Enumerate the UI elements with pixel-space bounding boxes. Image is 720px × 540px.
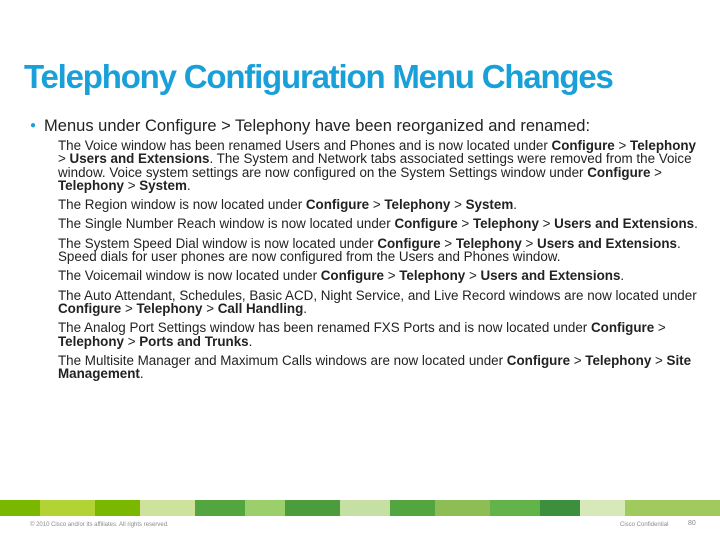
menu-path-segment: Telephony	[630, 138, 696, 153]
menu-path-segment: Configure	[394, 216, 458, 232]
menu-path-segment: Telephony	[136, 300, 203, 316]
change-text-segment: . Speed dials for user phones are now configured from the Users and Phones window.	[58, 235, 681, 265]
band-segment	[340, 500, 390, 516]
menu-path-segment: Users and Extensions	[480, 268, 621, 284]
change-text-segment: The Multisite Manager and Maximum Calls windows are now located under	[58, 352, 507, 368]
change-item	[58, 237, 698, 264]
change-item	[58, 139, 698, 192]
slide-title: Telephony Configuration Menu Changes	[24, 58, 613, 95]
menu-path-segment: Users and Extensions	[554, 216, 695, 232]
change-text-segment: .	[248, 333, 253, 349]
lead-bullet	[30, 116, 710, 139]
change-text-segment: .	[139, 366, 144, 382]
band-segment	[95, 500, 140, 516]
change-text-segment: .	[620, 268, 625, 284]
band-segment	[580, 500, 625, 516]
lead-path-telephony: Telephony	[235, 117, 311, 135]
menu-path-segment: Configure	[320, 268, 384, 284]
lead-separator: >	[216, 117, 236, 135]
band-segment	[390, 500, 435, 516]
change-text-segment: >	[383, 268, 400, 284]
menu-path-segment: Users and Extensions	[69, 151, 210, 167]
menu-path-segment: Telephony	[472, 216, 539, 232]
change-text-segment: The Single Number Reach window is now located under	[58, 216, 395, 232]
change-text-segment: >	[465, 268, 481, 284]
change-text-segment: . The System and Network tabs associated settings were removed from the Voice window. Voice system settings are now configured on the System Settings window under	[58, 151, 692, 180]
menu-path-segment: Configure	[305, 197, 370, 213]
change-text-segment: .	[303, 300, 308, 316]
change-item	[58, 198, 698, 211]
change-text-segment: The Voice window has been renamed Users and Phones and is now located under	[58, 138, 552, 153]
change-text-segment: >	[570, 352, 586, 368]
menu-path-segment: Configure	[506, 352, 571, 368]
change-list	[58, 139, 698, 386]
change-text-segment: >	[369, 197, 385, 213]
confidential-label: Cisco Confidential	[620, 522, 669, 528]
band-segment	[40, 500, 95, 516]
change-text-segment: .	[186, 177, 191, 193]
change-text-segment: >	[614, 138, 631, 153]
menu-path-segment: Call Handling	[217, 300, 304, 316]
band-segment	[435, 500, 490, 516]
band-segment	[540, 500, 580, 516]
change-text-segment: .	[694, 216, 698, 232]
change-text-segment: >	[440, 235, 456, 251]
lead-post: have been reorganized and renamed:	[310, 117, 591, 135]
change-item	[58, 217, 698, 230]
change-text-segment: >	[654, 320, 666, 336]
menu-path-segment: Configure	[551, 138, 615, 153]
change-text-segment: The Analog Port Settings window has been renamed FXS Ports and is now located under	[58, 320, 591, 336]
change-text-segment: The Region window is now located under	[58, 197, 306, 213]
change-text-segment: >	[121, 300, 137, 316]
menu-path-segment: Configure	[590, 320, 655, 336]
change-text-segment: >	[538, 216, 555, 232]
band-segment	[285, 500, 340, 516]
page-number: 80	[688, 520, 696, 527]
band-segment	[625, 500, 720, 516]
change-item	[58, 269, 698, 282]
menu-path-segment: Telephony	[455, 235, 522, 251]
lead-pre: Menus under	[44, 117, 145, 135]
change-text-segment: The Auto Attendant, Schedules, Basic ACD, Night Service, and Live Record windows are now located under	[58, 287, 697, 303]
change-item	[58, 354, 698, 381]
menu-path-segment: Telephony	[58, 177, 124, 193]
menu-path-segment: Ports and Trunks	[139, 333, 249, 349]
footer-color-band	[0, 500, 720, 516]
menu-path-segment: System	[465, 197, 514, 213]
change-text-segment: >	[58, 151, 70, 167]
change-text-segment: >	[123, 333, 140, 349]
menu-path-segment: Telephony	[399, 268, 466, 284]
menu-path-segment: Users and Extensions	[537, 235, 677, 251]
change-text-segment: .	[513, 197, 517, 213]
menu-path-segment: Configure	[377, 235, 441, 251]
change-text-segment: The System Speed Dial window is now located under	[58, 235, 378, 251]
menu-path-segment: Telephony	[585, 352, 652, 368]
change-text-segment: The Voicemail window is now located under	[58, 268, 321, 284]
change-item	[58, 289, 698, 316]
menu-path-segment: Configure	[58, 300, 122, 316]
change-text-segment: >	[521, 235, 538, 251]
menu-path-segment: Telephony	[58, 333, 124, 349]
menu-path-segment: Site Management	[58, 352, 692, 382]
band-segment	[490, 500, 540, 516]
change-text-segment: >	[651, 352, 667, 368]
band-segment	[140, 500, 195, 516]
change-text-segment: >	[457, 216, 473, 232]
menu-path-segment: System	[139, 177, 187, 193]
change-text-segment: >	[450, 197, 466, 213]
change-text-segment: >	[123, 177, 140, 193]
change-text-segment: >	[650, 164, 662, 180]
menu-path-segment: Telephony	[384, 197, 451, 213]
bullet-icon: ●	[30, 120, 37, 131]
change-text-segment: >	[202, 300, 218, 316]
lead-path-configure: Configure	[144, 117, 217, 135]
band-segment	[195, 500, 245, 516]
band-segment	[245, 500, 285, 516]
copyright-text: © 2010 Cisco and/or its affiliates. All rights reserved.	[30, 522, 169, 528]
change-item	[58, 321, 698, 348]
menu-path-segment: Configure	[587, 164, 651, 180]
band-segment	[0, 500, 40, 516]
